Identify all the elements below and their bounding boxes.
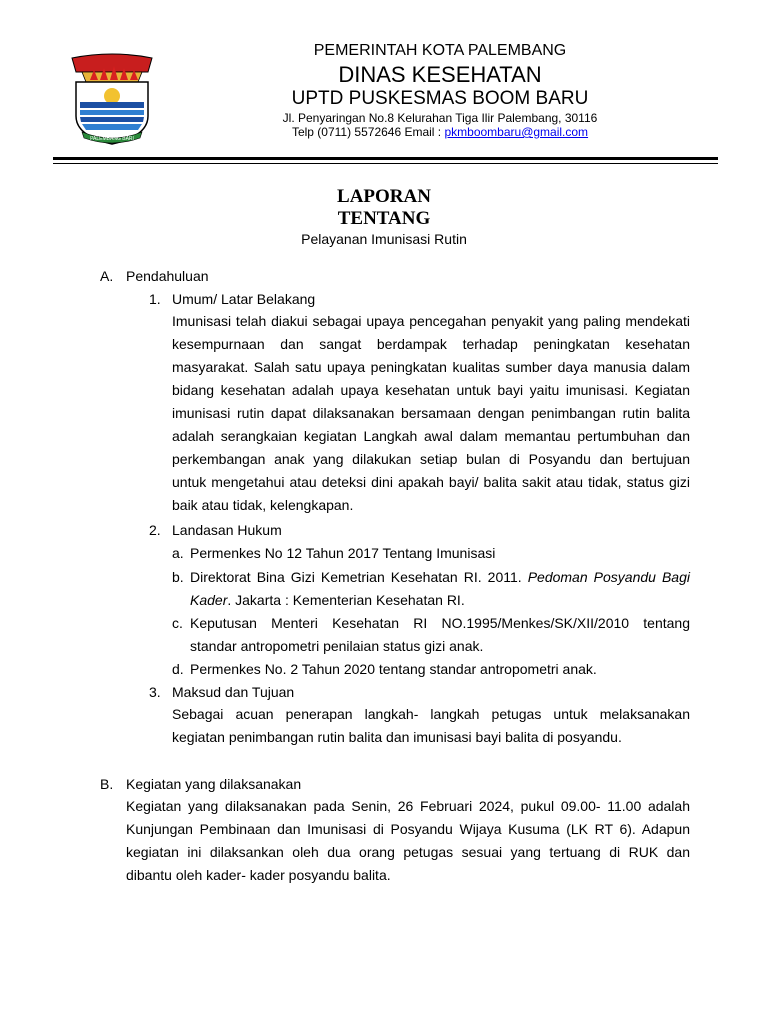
item-2-heading: Landasan Hukum [172, 522, 282, 538]
paragraph-line: adalah serangkaian kegiatan Langkah awal dalam memantau pertumbuhan dan [172, 428, 690, 444]
item-1-marker: 1. [149, 291, 161, 307]
header-government: PEMERINTAH KOTA PALEMBANG [313, 42, 567, 59]
section-b-paragraph [126, 795, 690, 887]
item-2-marker: 2. [149, 522, 161, 538]
paragraph-line: masyarakat. Salah satu upaya peningkatan kualitas sumber daya manusia dalam [172, 359, 690, 375]
paragraph-line: baik atau tidak, kelengkapan. [172, 497, 354, 513]
section-a-marker: A. [100, 268, 114, 284]
item-3-heading: Maksud dan Tujuan [172, 684, 295, 700]
letterhead-divider-thick [53, 157, 718, 160]
report-title-line1: LAPORAN [337, 186, 431, 207]
section-b-marker: B. [100, 776, 114, 792]
paragraph-line: bidang kesehatan adalah upaya kesehatan untuk bayi yaitu imunisasi. Kegiatan [172, 382, 690, 398]
law-c-line2: standar antropometri penilaian status gizi anak. [190, 638, 484, 654]
law-a-marker: a. [172, 545, 184, 561]
letterhead-divider-thin [53, 163, 718, 164]
section-b-heading: Kegiatan yang dilaksanakan [126, 776, 302, 792]
item-3-marker: 3. [149, 684, 161, 700]
item-1-heading: Umum/ Latar Belakang [172, 291, 316, 307]
law-b-marker: b. [172, 569, 184, 585]
email-link[interactable]: pkmboombaru@gmail.com [444, 125, 589, 139]
paragraph-line: untuk mengetahui atau deteksi dini apakah bayi/ balita sakit atau tidak, status gizi [172, 474, 690, 490]
report-title-line2: TENTANG [337, 208, 431, 229]
law-b-publisher: . Jakarta : Kementerian Kesehatan RI. [227, 592, 465, 608]
paragraph-line: dibantu oleh kader- kader posyandu balita. [126, 867, 391, 883]
law-b-line1 [190, 569, 690, 585]
paragraph-line: imunisasi rutin dapat dilaksanakan bersamaan dengan penimbangan rutin balita [172, 405, 690, 421]
paragraph-line: Sebagai acuan penerapan langkah- langkah petugas untuk melaksanakan [172, 706, 690, 722]
paragraph-line: kesempurnaan dan sangat berdampak terhadap peningkatan kesehatan [172, 336, 690, 352]
paragraph-line: Imunisasi telah diakui sebagai upaya pencegahan penyakit yang paling mendekati [172, 313, 690, 329]
law-c-marker: c. [172, 615, 183, 631]
law-d-text: Permenkes No. 2 Tahun 2020 tentang standar antropometri anak. [190, 661, 597, 677]
law-b-title: Pedoman Posyandu Bagi [527, 569, 690, 585]
logo-motto-text: PALEMBANG BARI [90, 136, 134, 142]
law-c-line1: Keputusan Menteri Kesehatan RI NO.1995/Menkes/SK/XII/2010 tentang [190, 615, 690, 631]
header-department: DINAS KESEHATAN [338, 62, 542, 87]
header-contact [0, 125, 768, 139]
paragraph-line: perkembangan anak yang dilakukan setiap bulan di Posyandu dan bertujuan [172, 451, 690, 467]
law-b-text: Direktorat Bina Gizi Kemetrian Kesehatan RI. 2011. [190, 569, 528, 585]
paragraph-line: kegiatan ini dilaksankan oleh dua orang petugas sesuai yang tertuang di RUK dan [126, 844, 690, 860]
item-3-paragraph [172, 703, 690, 749]
item-1-paragraph [172, 310, 690, 517]
law-d-marker: d. [172, 661, 184, 677]
section-a-heading: Pendahuluan [126, 268, 209, 284]
header-contact-prefix: Telp (0711) 5572646 Email : [291, 125, 445, 139]
law-b-line2 [190, 592, 465, 608]
header-unit: UPTD PUSKESMAS BOOM BARU [291, 88, 589, 109]
report-subtitle: Pelayanan Imunisasi Rutin [301, 231, 467, 247]
paragraph-line: Kegiatan yang dilaksanakan pada Senin, 26 Februari 2024, pukul 09.00- 11.00 adalah [126, 798, 690, 814]
paragraph-line: Kunjungan Pembinaan dan Imunisasi di Posyandu Wijaya Kusuma (LK RT 6). Adapun [126, 821, 690, 837]
law-a-text: Permenkes No 12 Tahun 2017 Tentang Imunisasi [190, 545, 496, 561]
paragraph-line: kegiatan penimbangan rutin balita dan imunisasi bayi balita di posyandu. [172, 729, 622, 745]
header-address: Jl. Penyaringan No.8 Kelurahan Tiga Ilir Palembang, 30116 [282, 111, 598, 125]
law-b-title-cont: Kader [190, 592, 228, 608]
